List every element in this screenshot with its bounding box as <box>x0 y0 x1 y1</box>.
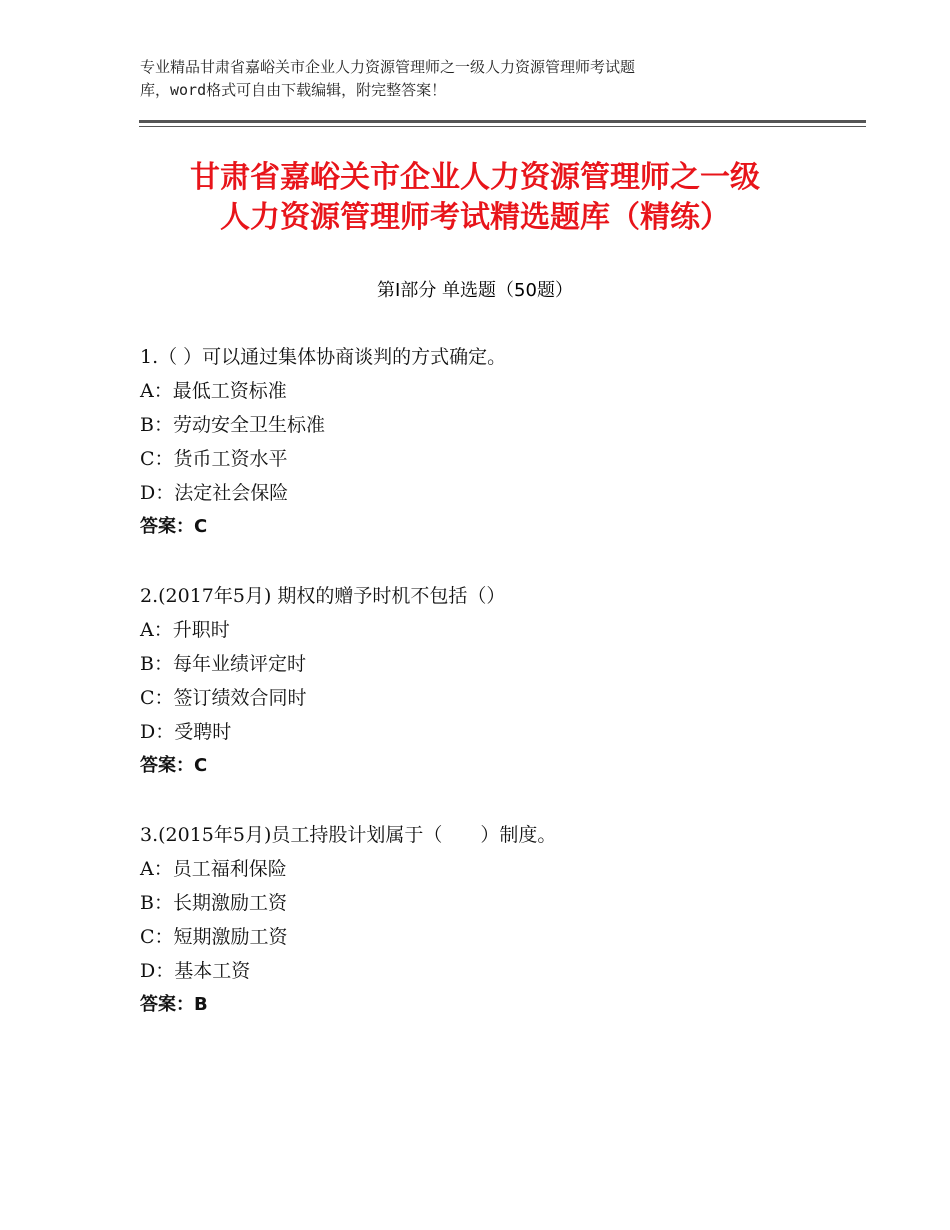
header-divider-thin <box>139 126 866 127</box>
question-3 <box>140 818 840 1022</box>
option-c: C：短期激励工资 <box>140 926 288 948</box>
option-a: A：升职时 <box>140 619 230 641</box>
question-stem: 3.(2015年5月)员工持股计划属于（ ）制度。 <box>140 824 557 846</box>
document-title-line-1: 甘肃省嘉峪关市企业人力资源管理师之一级 <box>190 160 760 195</box>
question-stem: 1.（ ）可以通过集体协商谈判的方式确定。 <box>140 346 507 368</box>
option-b: B：长期激励工资 <box>140 892 287 914</box>
option-c: C：签订绩效合同时 <box>140 687 307 709</box>
document-title <box>0 158 950 238</box>
header-note-line-2: 库，word格式可自由下载编辑，附完整答案！ <box>140 81 447 99</box>
option-d: D：基本工资 <box>140 960 251 982</box>
option-d: D：法定社会保险 <box>140 482 289 504</box>
answer: 答案：B <box>140 994 208 1015</box>
answer: 答案：C <box>140 516 208 537</box>
question-2 <box>140 579 840 783</box>
document-title-line-2: 人力资源管理师考试精选题库（精练） <box>220 200 730 235</box>
header-note <box>140 56 800 102</box>
option-c: C：货币工资水平 <box>140 448 288 470</box>
option-d: D：受聘时 <box>140 721 232 743</box>
question-1 <box>140 340 840 544</box>
header-note-line-1: 专业精品甘肃省嘉峪关市企业人力资源管理师之一级人力资源管理师考试题 <box>140 58 636 76</box>
section-heading: 第Ⅰ部分 单选题（50题） <box>377 280 573 301</box>
option-b: B：每年业绩评定时 <box>140 653 306 675</box>
option-a: A：员工福利保险 <box>140 858 287 880</box>
option-b: B：劳动安全卫生标准 <box>140 414 325 436</box>
option-a: A：最低工资标准 <box>140 380 287 402</box>
header-divider-thick <box>139 120 866 123</box>
answer: 答案：C <box>140 755 208 776</box>
question-stem: 2.(2017年5月) 期权的赠予时机不包括（） <box>140 585 506 607</box>
